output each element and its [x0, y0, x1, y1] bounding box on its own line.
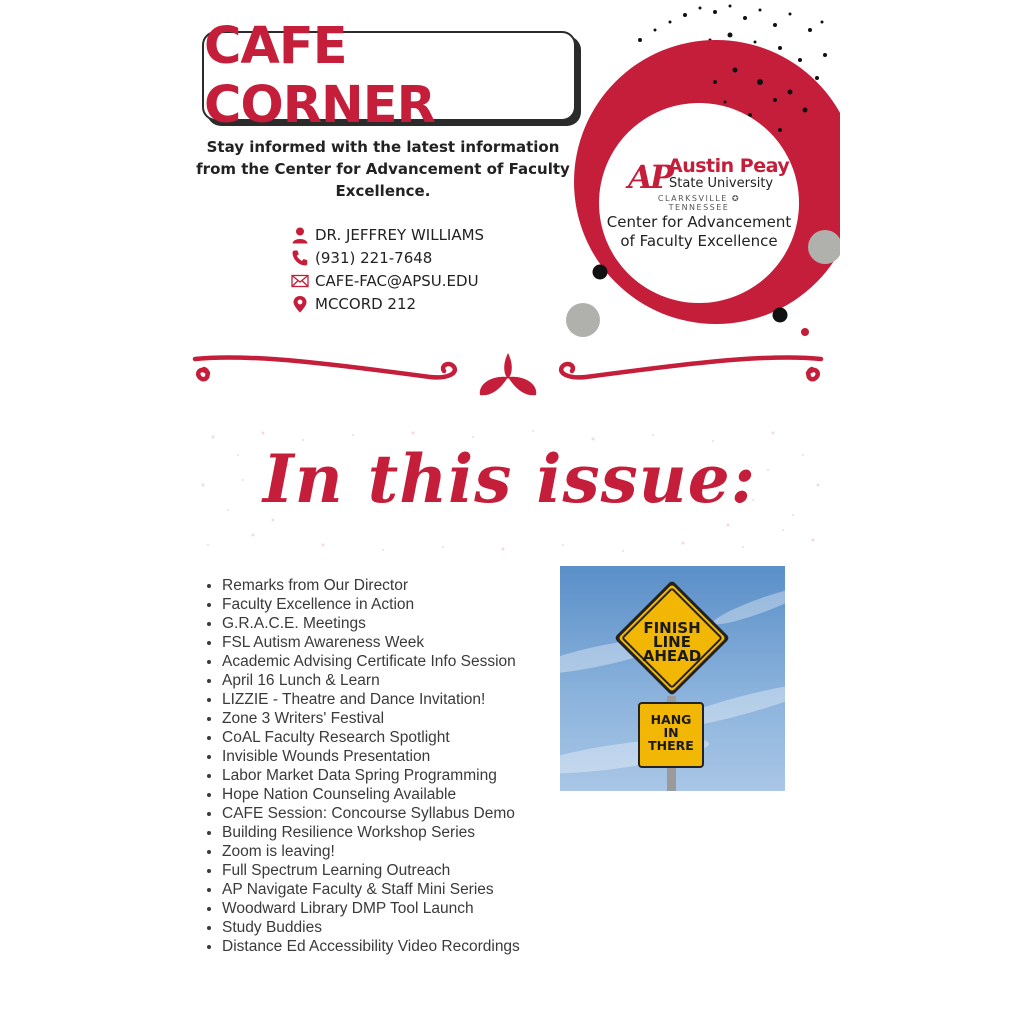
newsletter-title: CAFE CORNER — [204, 17, 435, 135]
university-name: Austin Peay — [668, 155, 790, 177]
topic-item: • LIZZIE - Theatre and Dance Invitation! — [222, 690, 542, 709]
envelope-icon — [291, 272, 309, 290]
topic-item: • Zoom is leaving! — [222, 842, 542, 861]
red-dot — [801, 328, 809, 336]
topic-item: • April 16 Lunch & Learn — [222, 671, 542, 690]
contact-location — [291, 293, 416, 315]
center-name-line1: Center for Advancement — [606, 213, 792, 231]
topic-item: • Invisible Wounds Presentation — [222, 747, 542, 766]
topic-item: • Full Spectrum Learning Outreach — [222, 861, 542, 880]
university-monogram: AP — [628, 158, 671, 196]
phone-icon — [291, 249, 309, 267]
topic-item: • Study Buddies — [222, 918, 542, 937]
grey-dot — [566, 303, 600, 337]
person-icon — [291, 226, 309, 244]
center-flourish — [480, 353, 536, 395]
center-name — [600, 213, 798, 251]
topic-list — [202, 576, 542, 956]
topic-item: • Academic Advising Certificate Info Session — [222, 652, 542, 671]
topic-item: • Hope Nation Counseling Available — [222, 785, 542, 804]
topic-item: • Faculty Excellence in Action — [222, 595, 542, 614]
contact-phone-text: (931) 221-7648 — [315, 249, 433, 267]
topic-item: • CAFE Session: Concourse Syllabus Demo — [222, 804, 542, 823]
topic-item: • G.R.A.C.E. Meetings — [222, 614, 542, 633]
topic-item: • CoAL Faculty Research Spotlight — [222, 728, 542, 747]
contact-email-text: CAFE-FAC@APSU.EDU — [315, 272, 479, 290]
topic-item: • AP Navigate Faculty & Staff Mini Series — [222, 880, 542, 899]
contact-phone[interactable] — [291, 247, 432, 269]
contact-name — [291, 224, 484, 246]
center-name-line2: of Faculty Excellence — [620, 232, 778, 250]
sign-top-line-2: LINE — [653, 633, 691, 651]
topic-item: • Building Resilience Workshop Series — [222, 823, 542, 842]
sign-bottom-line-1: HANG — [650, 712, 692, 727]
black-dot — [773, 308, 788, 323]
sign-bottom-line-3: THERE — [648, 738, 694, 753]
contact-location-text: MCCORD 212 — [315, 295, 417, 313]
topic-item: • Zone 3 Writers' Festival — [222, 709, 542, 728]
university-city: CLARKSVILLE ✪ TENNESSEE — [657, 194, 741, 212]
contact-name-text: DR. JEFFREY WILLIAMS — [315, 226, 485, 244]
topic-item: • Distance Ed Accessibility Video Recordings — [222, 937, 542, 956]
contact-email[interactable] — [291, 270, 479, 292]
tagline: Stay informed with the latest information from the Center for Advancement of Faculty Excellence. — [196, 138, 570, 200]
topic-item: • Woodward Library DMP Tool Launch — [222, 899, 542, 918]
sign-bottom-line-2: IN — [663, 725, 679, 740]
finish-line-sign-photo — [560, 566, 785, 791]
university-subname: State University — [669, 176, 774, 191]
topic-item: • FSL Autism Awareness Week — [222, 633, 542, 652]
ornamental-divider — [190, 345, 826, 403]
map-pin-icon — [291, 293, 309, 315]
topic-item: • Labor Market Data Spring Programming — [222, 766, 542, 785]
newsletter-title-box — [202, 17, 576, 135]
sign-top-line-1: FINISH — [643, 619, 701, 637]
issue-heading: In this issue: — [262, 440, 757, 518]
sign-top-line-3: AHEAD — [642, 647, 702, 665]
topic-item: • Remarks from Our Director — [222, 576, 542, 595]
black-dot — [593, 265, 608, 280]
